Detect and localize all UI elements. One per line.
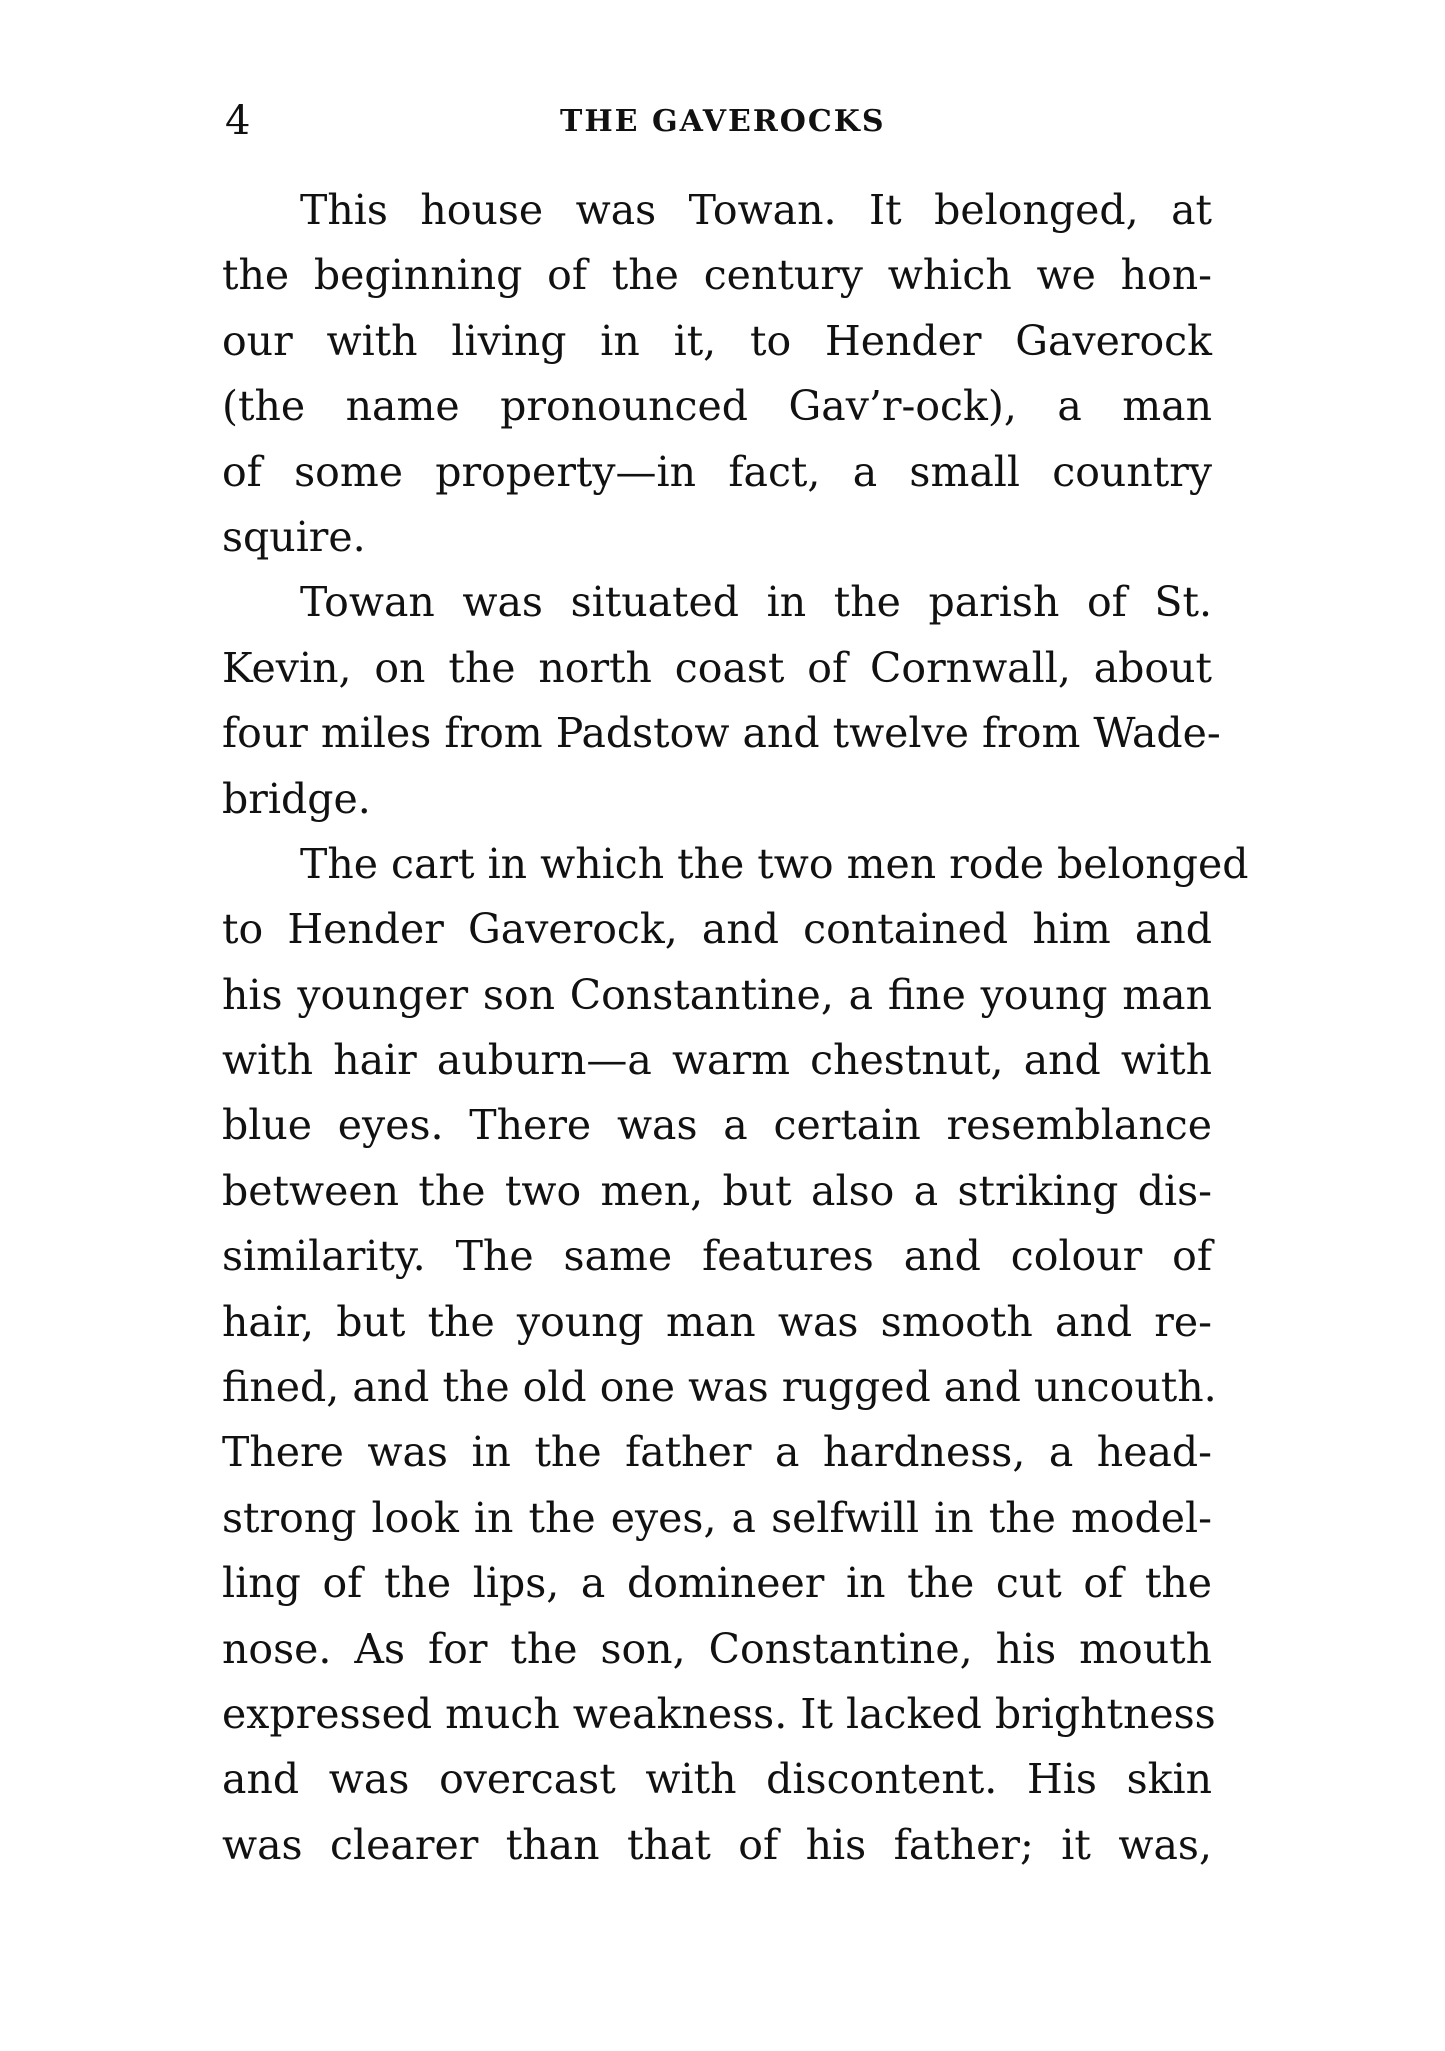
text-line: This house was Towan. It belonged, at: [300, 186, 1212, 234]
text-line: blue eyes. There was a certain resemblance: [222, 1101, 1212, 1150]
text-line: four miles from Padstow and twelve from Wade-: [222, 709, 1221, 758]
text-line: Kevin, on the north coast of Cornwall, about: [222, 643, 1212, 692]
text-line: strong look in the eyes, a selfwill in the model-: [222, 1493, 1212, 1542]
text-line: our with living in it, to Hender Gaverock: [222, 316, 1212, 365]
text-line: expressed much weakness. It lacked brightness: [222, 1689, 1216, 1738]
text-line: the beginning of the century which we hon-: [222, 251, 1212, 300]
text-line: ling of the lips, a domineer in the cut of the: [222, 1559, 1212, 1608]
text-line: nose. As for the son, Constantine, his mouth: [222, 1624, 1212, 1673]
text-line: between the two men, but also a striking dis-: [222, 1166, 1212, 1215]
text-line: The cart in which the two men rode belonged: [300, 839, 1249, 888]
text-line: squire.: [222, 512, 366, 561]
page-number: 4: [225, 98, 251, 144]
text-line: bridge.: [222, 774, 371, 823]
text-line: his younger son Constantine, a fine young man: [222, 970, 1212, 1019]
text-line: There was in the father a hardness, a head-: [222, 1428, 1212, 1477]
text-line: and was overcast with discontent. His skin: [222, 1755, 1212, 1804]
body-text: [222, 178, 1249, 1878]
text-line: of some property—in fact, a small country: [222, 447, 1212, 496]
running-head: [225, 96, 1225, 146]
text-line: hair, but the young man was smooth and re-: [222, 1297, 1212, 1346]
text-line: to Hender Gaverock, and contained him and: [222, 905, 1212, 954]
running-title: THE GAVEROCKS: [560, 104, 886, 139]
text-line: (the name pronounced Gav’r-ock), a man: [222, 382, 1212, 431]
text-line: with hair auburn—a warm chestnut, and with: [222, 1036, 1212, 1085]
text-line: Towan was situated in the parish of St.: [300, 578, 1212, 627]
text-line: fined, and the old one was rugged and uncouth.: [222, 1363, 1217, 1412]
text-line: was clearer than that of his father; it was,: [222, 1820, 1212, 1869]
text-line: similarity. The same features and colour of: [222, 1232, 1212, 1281]
